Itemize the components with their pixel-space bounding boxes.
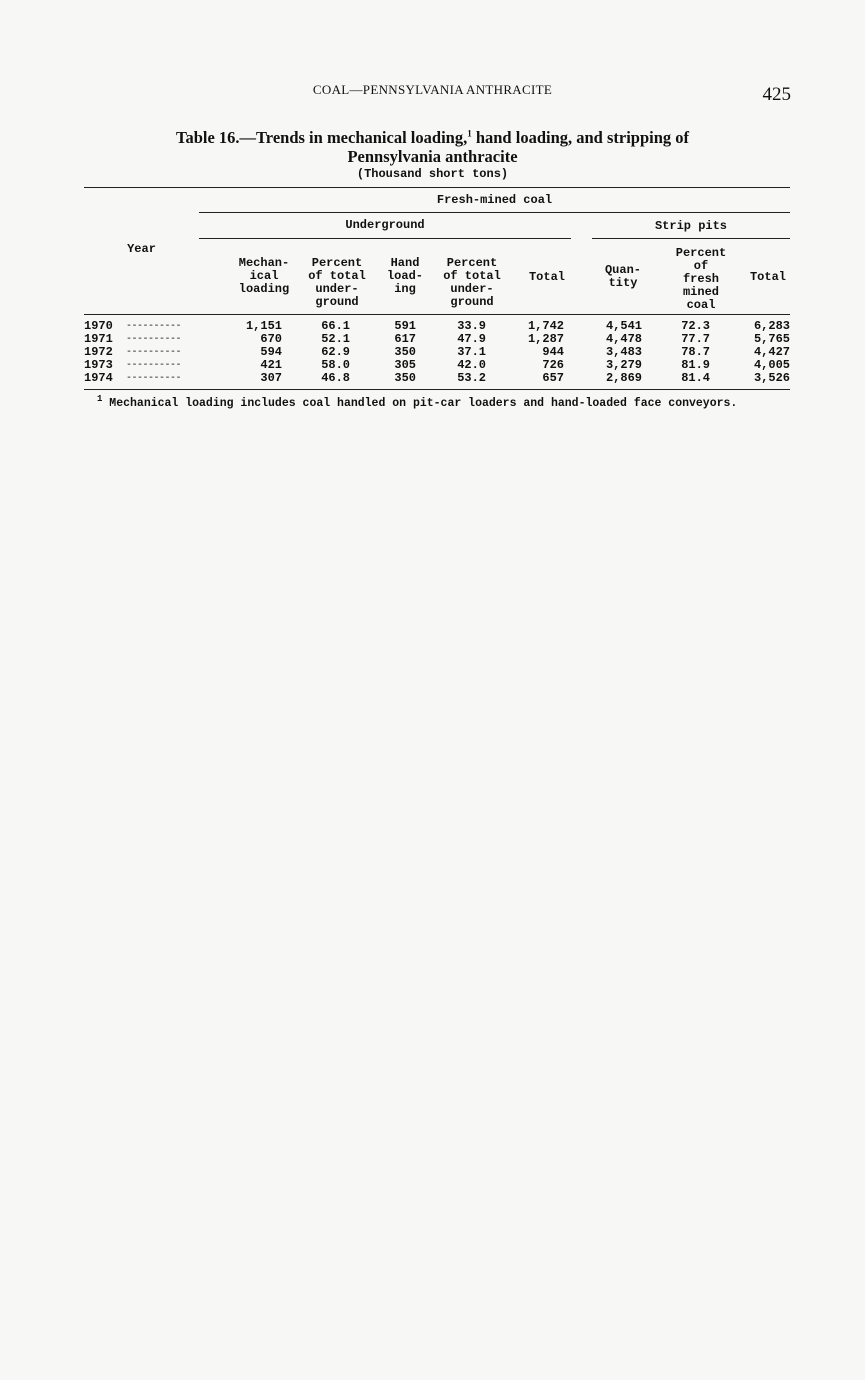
cell-mechanical: 421 <box>260 358 282 372</box>
header-line: Percent <box>675 246 727 260</box>
cell-underground-total: 657 <box>542 371 564 385</box>
header-line: Quan- <box>604 263 641 277</box>
cell-mechanical: 670 <box>260 332 282 346</box>
header-percent-fresh-mined <box>666 247 736 312</box>
header-percent-underground-2 <box>436 257 508 309</box>
cell-year: 1970 <box>84 319 113 333</box>
table-top-rule <box>84 187 790 188</box>
table-subtitle: (Thousand short tons) <box>356 167 509 181</box>
header-line: load- <box>386 269 423 283</box>
cell-percent-2: 33.9 <box>457 319 486 333</box>
header-line: ground <box>315 295 359 309</box>
header-line: Mechan- <box>238 256 290 270</box>
underground-rule <box>199 238 571 239</box>
header-strip-total: Total <box>749 270 786 284</box>
cell-percent-1: 66.1 <box>321 319 350 333</box>
header-line: Hand <box>390 256 420 270</box>
cell-percent-1: 62.9 <box>321 345 350 359</box>
cell-year: 1972 <box>84 345 113 359</box>
header-line: ing <box>394 282 416 296</box>
page-number: 425 <box>762 84 791 105</box>
cell-total: 6,283 <box>753 319 790 333</box>
cell-year: 1971 <box>84 332 113 346</box>
cell-hand: 305 <box>394 358 416 372</box>
table-title-part1: Table 16.—Trends in mechanical loading, <box>175 128 468 147</box>
dot-leader: ---------- <box>126 334 182 345</box>
header-line: Percent <box>311 256 363 270</box>
table-bottom-rule <box>84 389 790 390</box>
cell-percent-2: 53.2 <box>457 371 486 385</box>
cell-mechanical: 594 <box>260 345 282 359</box>
cell-mechanical: 1,151 <box>245 319 282 333</box>
cell-percent-1: 58.0 <box>321 358 350 372</box>
header-line: under- <box>450 282 494 296</box>
header-fresh-mined: Fresh-mined coal <box>436 193 553 207</box>
cell-total: 5,765 <box>753 332 790 346</box>
cell-underground-total: 944 <box>542 345 564 359</box>
header-hand-loading <box>378 257 432 296</box>
cell-percent-fresh: 81.9 <box>681 358 710 372</box>
cell-total: 3,526 <box>753 371 790 385</box>
header-year: Year <box>127 242 156 256</box>
cell-quantity: 2,869 <box>605 371 642 385</box>
footnote-ref: 1 <box>467 128 472 139</box>
cell-percent-fresh: 72.3 <box>681 319 710 333</box>
table-title-line2: Pennsylvania anthracite <box>347 147 518 166</box>
header-line: fresh <box>682 272 719 286</box>
header-bottom-rule <box>84 314 790 315</box>
header-line: loading <box>238 282 290 296</box>
cell-total: 4,427 <box>753 345 790 359</box>
cell-underground-total: 726 <box>542 358 564 372</box>
header-line: Percent <box>446 256 498 270</box>
header-quantity <box>594 264 652 290</box>
cell-quantity: 4,541 <box>605 319 642 333</box>
cell-quantity: 3,279 <box>605 358 642 372</box>
footnote-text: Mechanical loading includes coal handled on pit-car loaders and hand-loaded face conveyors. <box>102 397 738 410</box>
cell-percent-fresh: 78.7 <box>681 345 710 359</box>
cell-underground-total: 1,742 <box>527 319 564 333</box>
cell-total: 4,005 <box>753 358 790 372</box>
cell-quantity: 4,478 <box>605 332 642 346</box>
header-line: of total <box>308 269 366 283</box>
cell-year: 1973 <box>84 358 113 372</box>
header-line: ground <box>450 295 494 309</box>
header-line: coal <box>686 298 716 312</box>
header-line: under- <box>315 282 359 296</box>
header-line: of total <box>443 269 501 283</box>
header-line: mined <box>682 285 719 299</box>
cell-percent-fresh: 81.4 <box>681 371 710 385</box>
dot-leader: ---------- <box>126 360 182 371</box>
table-title-part2: hand loading, and stripping of <box>471 128 690 147</box>
header-underground-total: Total <box>528 270 565 284</box>
cell-percent-fresh: 77.7 <box>681 332 710 346</box>
strip-pits-rule <box>592 238 790 239</box>
cell-percent-2: 47.9 <box>457 332 486 346</box>
footnote-mark: 1 <box>97 394 103 405</box>
header-strip-pits: Strip pits <box>654 219 727 233</box>
cell-year: 1974 <box>84 371 113 385</box>
dot-leader: ---------- <box>126 347 182 358</box>
dot-leader: ---------- <box>126 373 182 384</box>
header-underground: Underground <box>345 218 425 232</box>
header-percent-underground-1 <box>302 257 372 309</box>
cell-percent-2: 42.0 <box>457 358 486 372</box>
dot-leader: ---------- <box>126 321 182 332</box>
table-footnote <box>97 394 738 410</box>
cell-mechanical: 307 <box>260 371 282 385</box>
table-title <box>0 128 865 166</box>
cell-percent-1: 52.1 <box>321 332 350 346</box>
fresh-mined-rule <box>199 212 790 213</box>
cell-hand: 617 <box>394 332 416 346</box>
header-line: of <box>693 259 709 273</box>
cell-hand: 350 <box>394 371 416 385</box>
cell-quantity: 3,483 <box>605 345 642 359</box>
running-head: COAL—PENNSYLVANIA ANTHRACITE <box>312 82 553 97</box>
cell-percent-2: 37.1 <box>457 345 486 359</box>
cell-underground-total: 1,287 <box>527 332 564 346</box>
header-line: tity <box>608 276 638 290</box>
cell-hand: 350 <box>394 345 416 359</box>
cell-percent-1: 46.8 <box>321 371 350 385</box>
cell-hand: 591 <box>394 319 416 333</box>
header-line: ical <box>249 269 279 283</box>
header-mechanical-loading <box>230 257 298 296</box>
